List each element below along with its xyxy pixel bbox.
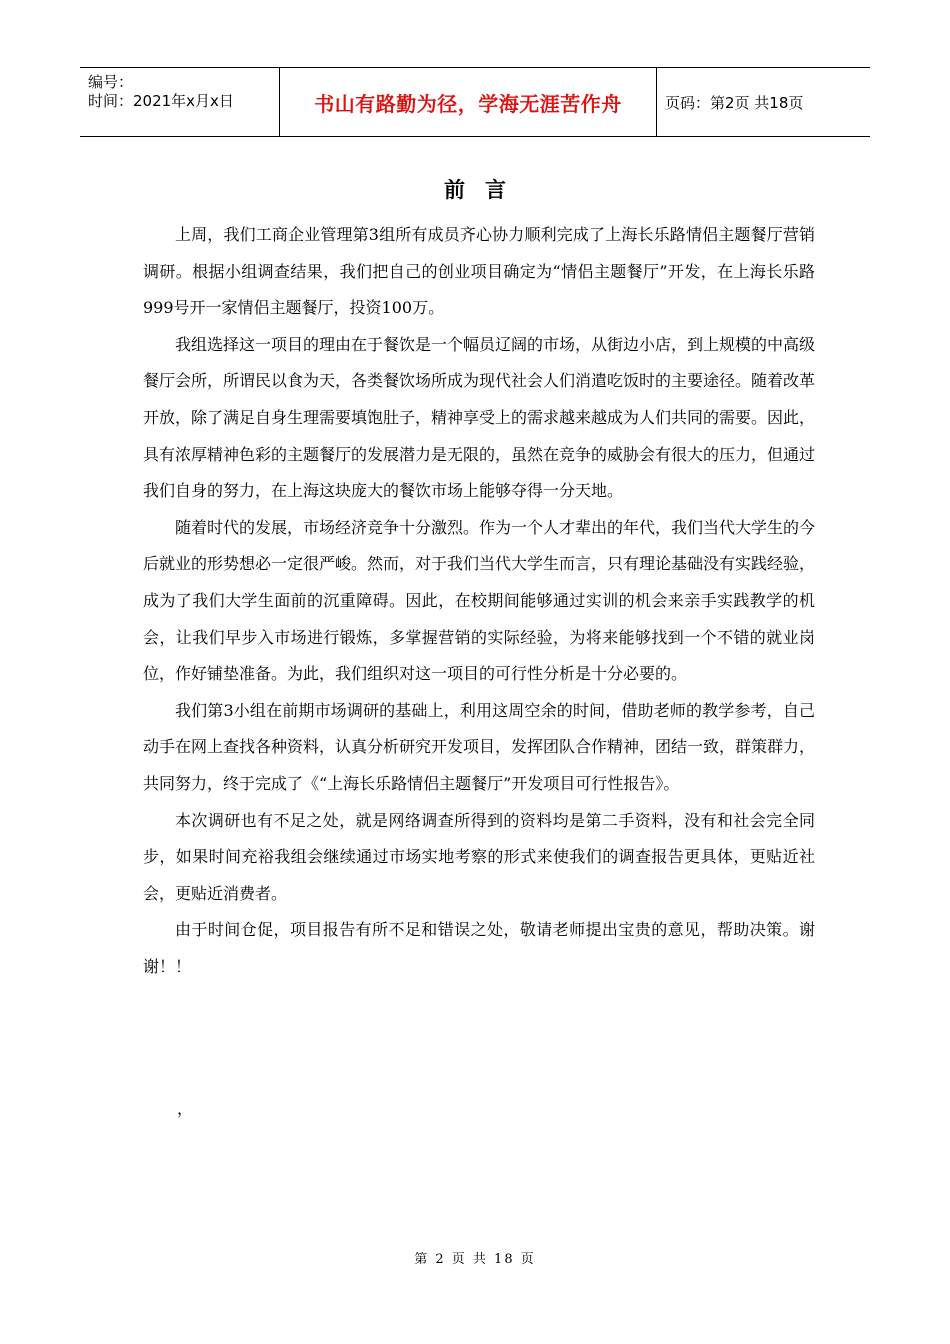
document-body <box>143 217 815 985</box>
header-page-info: 页码：第2页 共18页 <box>665 93 804 112</box>
paragraph: 我组选择这一项目的理由在于餐饮是一个幅员辽阔的市场，从街边小店，到上规模的中高级餐厅会所，所谓民以食为天，各类餐饮场所成为现代社会人们消遣吃饭时的主要途径。随着改革开放，除了满足自身生理需要填饱肚子，精神享受上的需求越来越成为人们共同的需要。因此，具有浓厚精神色彩的主题餐厅的发展潜力是无限的，虽然在竞争的威胁会有很大的压力，但通过我们自身的努力，在上海这块庞大的餐饮市场上能够夺得一分天地。 <box>143 334 816 501</box>
header-meta <box>80 68 280 136</box>
paragraph: 我们第3小组在前期市场调研的基础上，利用这周空余的时间，借助老师的教学参考，自己动手在网上查找各种资料，认真分析研究开发项目，发挥团队合作精神，团结一致，群策群力，共同努力，终于完成了《“上海长乐路情侣主题餐厅”开发项目可行性报告》。 <box>143 700 816 793</box>
page-footer: 第 2 页 共 18 页 <box>414 1252 536 1267</box>
header-motto: 书山有路勤为径，学海无涯苦作舟 <box>280 68 657 136</box>
paragraph: 由于时间仓促，项目报告有所不足和错误之处，敬请老师提出宝贵的意见，帮助决策。谢谢！！ <box>143 920 815 976</box>
paragraph: 本次调研也有不足之处，就是网络调查所得到的资料均是第二手资料，没有和社会完全同步，如果时间充裕我组会继续通过市场实地考察的形式来使我们的调查报告更具体，更贴近社会，更贴近消费者。 <box>143 810 815 903</box>
paragraph: 随着时代的发展，市场经济竞争十分激烈。作为一个人才辈出的年代，我们当代大学生的今后就业的形势想必一定很严峻。然而，对于我们当代大学生而言，只有理论基础没有实践经验，成为了我们大学生面前的沉重障碍。因此，在校期间能够通过实训的机会来亲手实践教学的机会，让我们早步入市场进行锻炼，多掌握营销的实际经验，为将来能够找到一个不错的就业岗位，作好铺垫准备。为此，我们组织对这一项目的可行性分析是十分必要的。 <box>143 517 816 684</box>
stray-mark: ， <box>177 1099 194 1118</box>
page-header <box>80 67 870 137</box>
serial-number-label: 编号： <box>88 73 134 91</box>
paragraph: 上周，我们工商企业管理第3组所有成员齐心协力顺利完成了上海长乐路情侣主题餐厅营销调研。根据小组调查结果，我们把自己的创业项目确定为“情侣主题餐厅”开发，在上海长乐路999号开一家情侣主题餐厅，投资100万。 <box>143 225 815 318</box>
date-label: 时间：2021年x月x日 <box>88 92 234 110</box>
document-title: 前言 <box>444 178 526 202</box>
